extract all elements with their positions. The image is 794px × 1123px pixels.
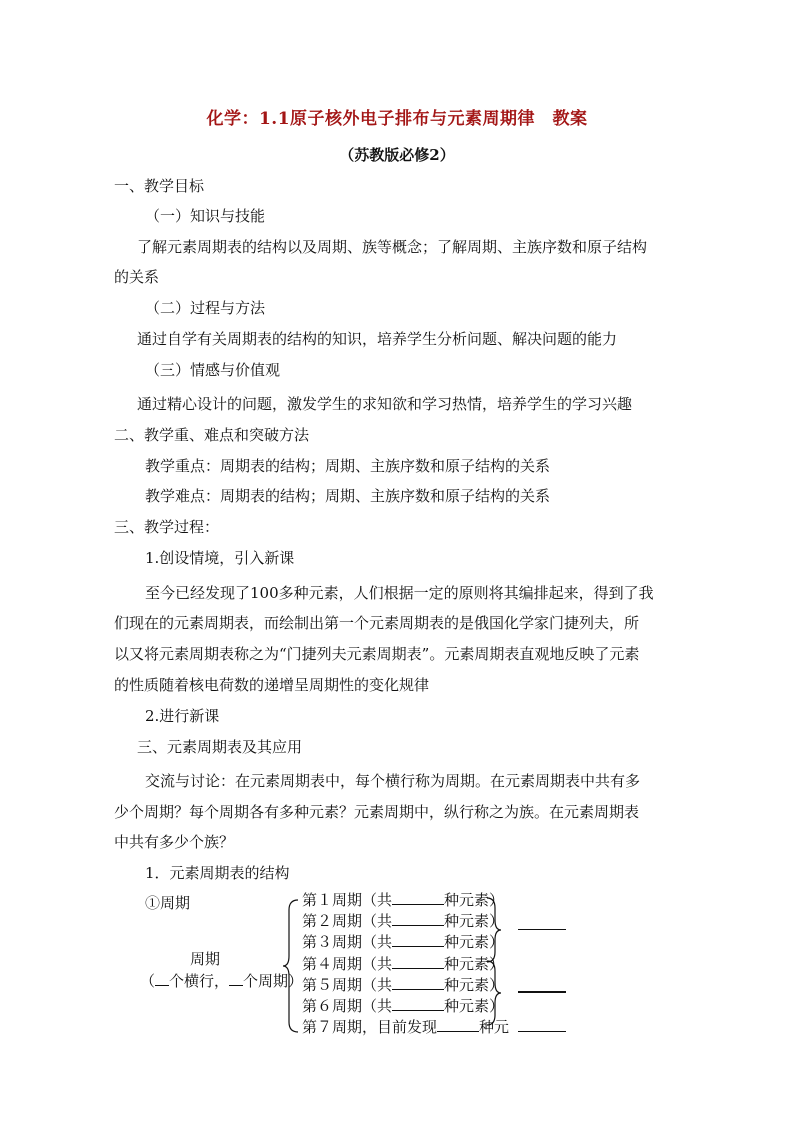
category-blank-incomplete-period[interactable] — [518, 1031, 566, 1032]
answer-blank[interactable] — [392, 890, 444, 905]
rows-count-blank[interactable] — [155, 971, 169, 986]
diagram-center-sub: （ 个横行， 个周期） — [140, 972, 304, 990]
answer-blank[interactable] — [392, 932, 444, 947]
left-brace-icon — [282, 898, 302, 1038]
document-title: 化学：1.1原子核外电子排布与元素周期律 教案 — [206, 109, 588, 129]
period-row: 第７周期，目前发现 种元 — [302, 1018, 510, 1036]
paragraph-line: 少个周期？每个周期各有多种元素？元素周期中，纵行称之为族。在元素周期表 — [114, 803, 640, 821]
section-heading-process: 三、教学过程： — [114, 518, 220, 536]
paragraph-line: 了解元素周期表的结构以及周期、族等概念；了解周期、主族序数和原子结构 — [137, 238, 648, 256]
periods-count-blank[interactable] — [229, 971, 243, 986]
paragraph-line: 中共有多少个族？ — [114, 833, 235, 851]
key-point-line: 教学重点：周期表的结构；周期、主族序数和原子结构的关系 — [145, 457, 551, 475]
paragraph-line: 的性质随着核电荷数的递增呈周期性的变化规律 — [114, 676, 430, 694]
subheading-process: （二）过程与方法 — [145, 299, 266, 317]
answer-blank[interactable] — [392, 975, 444, 990]
right-brace-icon — [486, 959, 502, 1029]
section-heading-key-points: 二、教学重、难点和突破方法 — [114, 426, 310, 444]
subheading-emotion: （三）情感与价值观 — [145, 361, 281, 379]
right-brace-icon — [486, 896, 502, 966]
period-row: 第５周期（共 种元素） — [302, 976, 505, 994]
paragraph-line: 以又将元素周期表称之为“门捷列夫元素周期表”。元素周期表直观地反映了元素 — [114, 645, 640, 663]
subsection-heading: 1．元素周期表的结构 — [145, 864, 290, 882]
period-row: 第４周期（共 种元素） — [302, 955, 505, 973]
answer-blank[interactable] — [392, 911, 444, 926]
subheading-knowledge: （一）知识与技能 — [145, 207, 266, 225]
period-row: 第２周期（共 种元素） — [302, 912, 505, 930]
paragraph-line: 交流与讨论：在元素周期表中，每个横行称为周期。在元素周期表中共有多 — [145, 772, 641, 790]
paragraph-line: 至今已经发现了100多种元素，人们根据一定的原则将其编排起来，得到了我 — [145, 584, 654, 602]
period-row: 第１周期（共 种元素） — [302, 891, 505, 909]
step-heading: 2.进行新课 — [145, 707, 220, 725]
answer-blank[interactable] — [392, 996, 444, 1011]
diagram-center-label: 周期 — [190, 950, 221, 968]
paragraph-line: 通过自学有关周期表的结构的知识，培养学生分析问题、解决问题的能力 — [137, 330, 618, 348]
step-heading: 1.创设情境，引入新课 — [145, 549, 295, 567]
category-blank-short-periods[interactable] — [518, 929, 566, 930]
difficulty-line: 教学难点：周期表的结构；周期、主族序数和原子结构的关系 — [145, 487, 551, 505]
period-row: 第３周期（共 种元素） — [302, 933, 505, 951]
section-heading-objectives: 一、教学目标 — [114, 177, 205, 195]
period-label: ①周期 — [145, 894, 191, 912]
category-blank-long-periods[interactable] — [518, 991, 566, 993]
period-row: 第６周期（共 种元素） — [302, 997, 505, 1015]
paragraph-line: 通过精心设计的问题，激发学生的求知欲和学习热情，培养学生的学习兴趣 — [137, 395, 633, 413]
paragraph-line: 们现在的元素周期表，而绘制出第一个元素周期表的是俄国化学家门捷列夫，所 — [114, 614, 640, 632]
answer-blank[interactable] — [392, 954, 444, 969]
section-heading-periodic-table: 三、元素周期表及其应用 — [137, 738, 303, 756]
answer-blank[interactable] — [437, 1017, 479, 1032]
document-subtitle: （苏教版必修2） — [339, 146, 455, 164]
paragraph-line: 的关系 — [114, 268, 160, 286]
